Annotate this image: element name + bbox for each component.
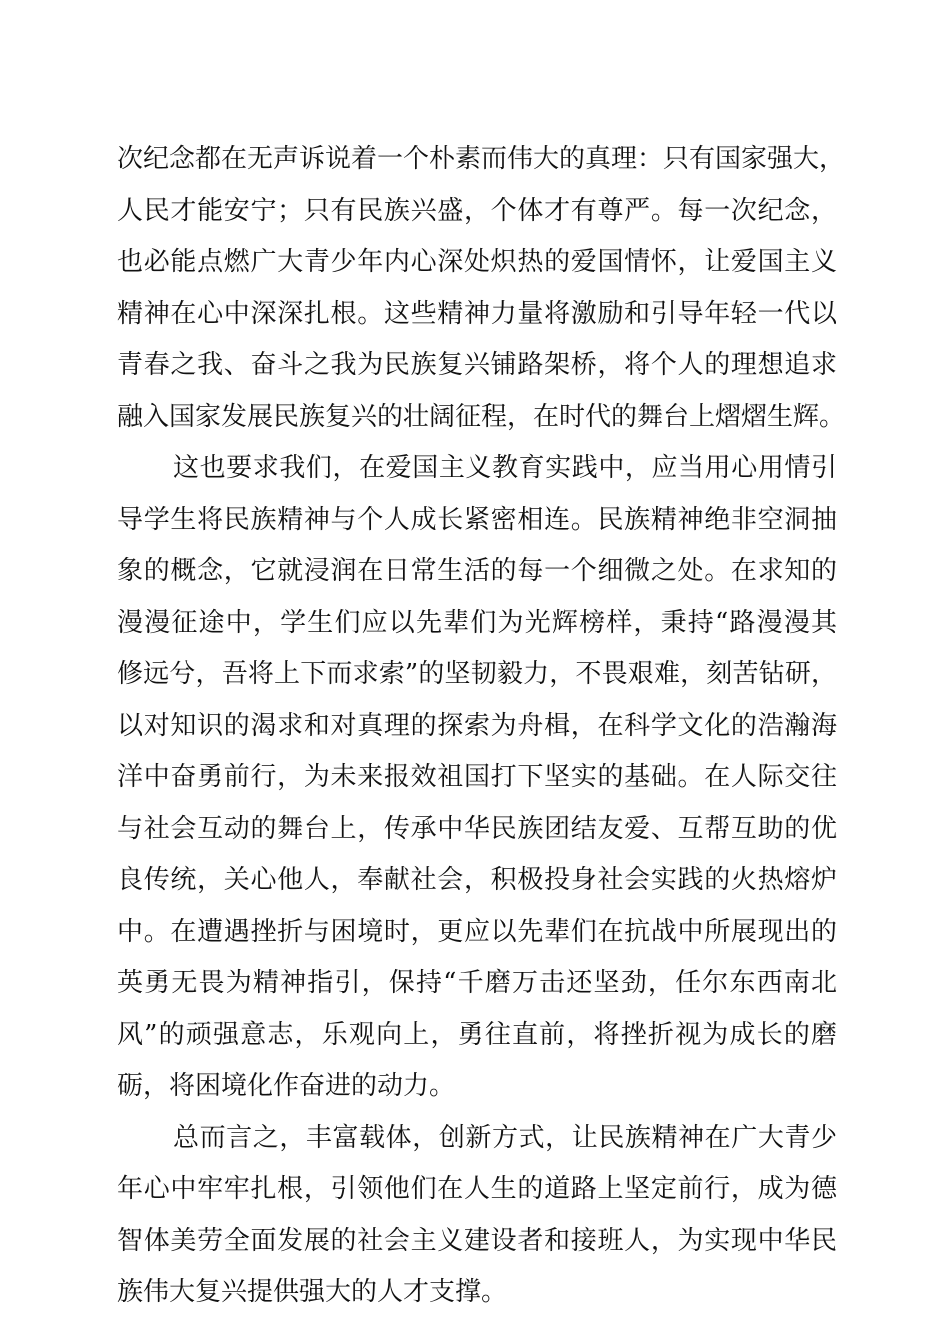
text-line: 也必能点燃广大青少年内心深处炽热的爱国情怀，让爱国主义 <box>117 247 837 277</box>
paragraph-2 <box>117 443 837 1113</box>
text-line: 智体美劳全面发展的社会主义建设者和接班人，为实现中华民 <box>117 1225 837 1256</box>
text-line: 以对知识的渴求和对真理的探索为舟楫，在科学文化的浩瀚海 <box>117 710 837 741</box>
text-line: 次纪念都在无声诉说着一个朴素而伟大的真理：只有国家强大， <box>117 144 846 174</box>
text-line: 导学生将民族精神与个人成长紧密相连。民族精神绝非空洞抽 <box>117 504 837 535</box>
text-line: 年心中牢牢扎根，引领他们在人生的道路上坚定前行，成为德 <box>117 1174 837 1204</box>
text-line: 人民才能安宁；只有民族兴盛，个体才有尊严。每一次纪念， <box>117 195 837 226</box>
text-line: 这也要求我们，在爱国主义教育实践中，应当用心用情引 <box>173 453 837 483</box>
text-line: 砺，将困境化作奋进的动力。 <box>117 1071 456 1101</box>
text-line: 与社会互动的舞台上，传承中华民族团结友爱、互帮互助的优 <box>117 813 837 844</box>
text-line: 融入国家发展民族复兴的壮阔征程，在时代的舞台上熠熠生辉。 <box>117 401 846 432</box>
text-line: 修远兮，吾将上下而求索”的坚韧毅力，不畏艰难，刻苦钻研， <box>117 659 837 689</box>
text-line: 象的概念，它就浸润在日常生活的每一个细微之处。在求知的 <box>117 556 837 586</box>
text-line: 洋中奋勇前行，为未来报效祖国打下坚实的基础。在人际交往 <box>117 762 837 792</box>
body-text <box>117 134 846 1319</box>
text-line: 英勇无畏为精神指引，保持“千磨万击还坚劲，任尔东西南北 <box>117 968 837 998</box>
text-line: 族伟大复兴提供强大的人才支撑。 <box>117 1277 508 1307</box>
text-line: 总而言之，丰富载体，创新方式，让民族精神在广大青少 <box>173 1122 837 1153</box>
text-line: 精神在心中深深扎根。这些精神力量将激励和引导年轻一代以 <box>117 298 837 329</box>
text-line: 中。在遭遇挫折与困境时，更应以先辈们在抗战中所展现出的 <box>117 916 837 947</box>
paragraph-1 <box>117 134 846 443</box>
text-line: 风”的顽强意志，乐观向上，勇往直前，将挫折视为成长的磨 <box>117 1019 837 1050</box>
text-line: 漫漫征途中，学生们应以先辈们为光辉榜样，秉持“路漫漫其 <box>117 607 837 638</box>
text-line: 良传统，关心他人，奉献社会，积极投身社会实践的火热熔炉 <box>117 865 837 895</box>
paragraph-3 <box>117 1113 837 1319</box>
text-line: 青春之我、奋斗之我为民族复兴铺路架桥，将个人的理想追求 <box>117 350 837 380</box>
